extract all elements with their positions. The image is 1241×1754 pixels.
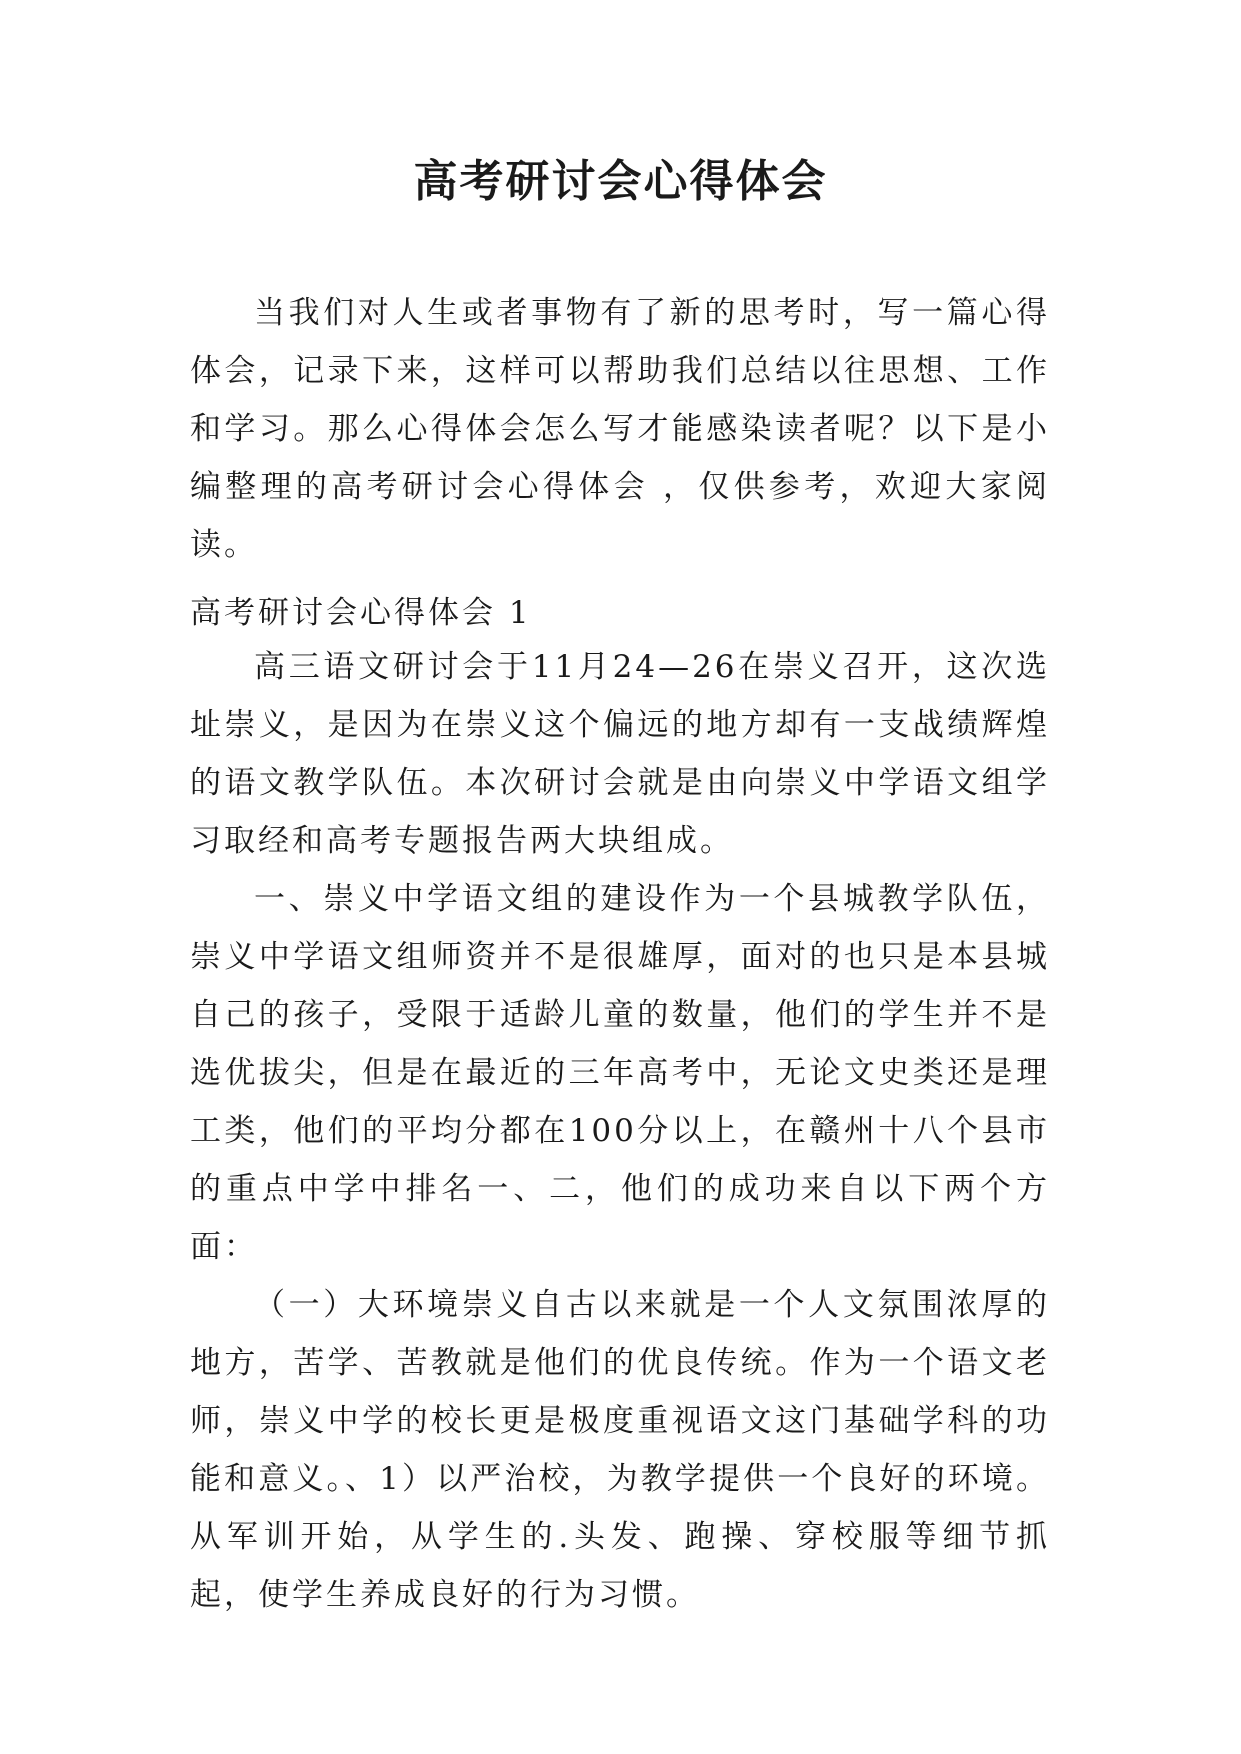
intro-block bbox=[190, 284, 1050, 574]
paragraph-1: 高三语文研讨会于11月24—26在崇义召开，这次选址崇义，是因为在崇义这个偏远的地方却有一支战绩辉煌的语文教学队伍。本次研讨会就是由向崇义中学语文组学习取经和高考专题报告两大块组成。 bbox=[190, 649, 1050, 859]
paragraph-2: 一、崇义中学语文组的建设作为一个县城教学队伍，崇义中学语文组师资并不是很雄厚，面对的也只是本县城自己的孩子，受限于适龄儿童的数量，他们的学生并不是选优拔尖，但是在最近的三年高考中，无论文史类还是理工类，他们的平均分都在100分以上，在赣州十八个县市的重点中学中排名一、二，他们的成功来自以下两个方面： bbox=[190, 881, 1050, 1265]
section-body bbox=[190, 638, 1050, 1624]
document-title: 高考研讨会心得体会 bbox=[413, 156, 828, 207]
intro-paragraph: 当我们对人生或者事物有了新的思考时，写一篇心得体会，记录下来，这样可以帮助我们总结以往思想、工作和学习。那么心得体会怎么写才能感染读者呢？以下是小编整理的高考研讨会心得体会 ，仅供参考，欢迎大家阅读。 bbox=[190, 295, 1050, 563]
section-heading: 高考研讨会心得体会 1 bbox=[190, 595, 532, 631]
paragraph-3: （一）大环境崇义自古以来就是一个人文氛围浓厚的地方，苦学、苦教就是他们的优良传统。作为一个语文老师，崇义中学的校长更是极度重视语文这门基础学科的功能和意义。、1）以严治校，为教学提供一个良好的环境。从军训开始，从学生的.头发、跑操、穿校服等细节抓起，使学生养成良好的行为习惯。 bbox=[190, 1287, 1050, 1613]
